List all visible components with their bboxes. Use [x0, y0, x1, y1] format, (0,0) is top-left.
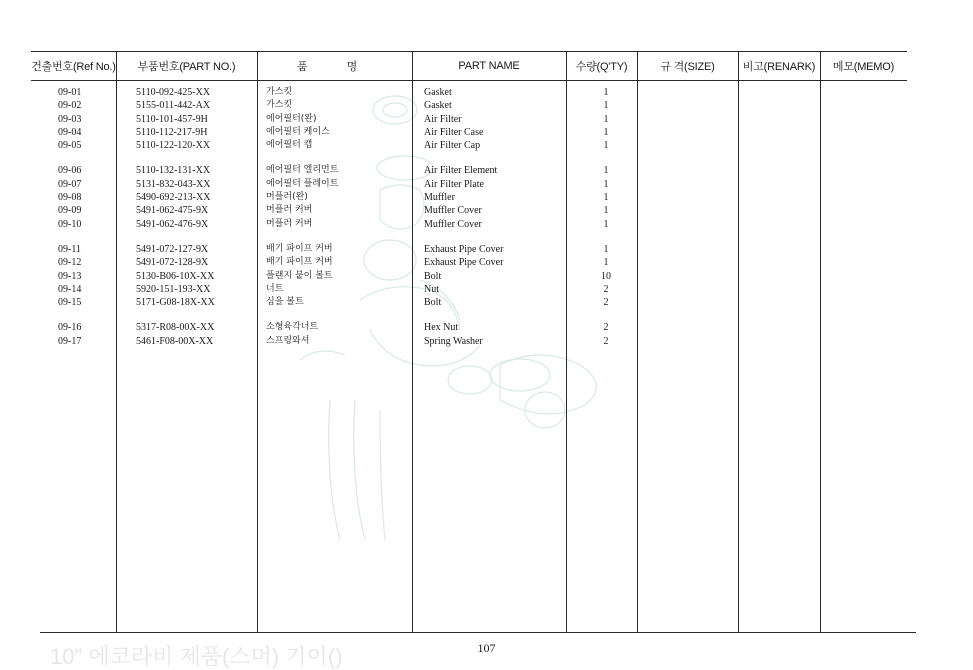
ref-no: 09-07 [58, 178, 82, 190]
quantity: 1 [603, 178, 609, 190]
ref-no: 09-13 [58, 270, 82, 282]
quantity: 1 [603, 243, 609, 255]
part-no: 5155-011-442-AX [136, 100, 211, 112]
quantity: 2 [603, 297, 609, 309]
quantity: 1 [603, 140, 609, 152]
header-korean-name-1: 품 [297, 61, 308, 73]
part-no: 5110-122-120-XX [136, 140, 211, 152]
ref-no: 09-11 [58, 243, 81, 255]
parts-table-body [0, 86, 973, 348]
korean-name: 소형육각너트 [266, 322, 319, 333]
table-row [0, 296, 973, 309]
part-name: Exhaust Pipe Cover [424, 257, 504, 269]
ref-no: 09-02 [58, 100, 82, 112]
part-no: 5110-132-131-XX [136, 165, 211, 177]
korean-name: 스프링와셔 [266, 335, 310, 346]
header-korean-name [257, 52, 412, 80]
ref-no: 09-04 [58, 126, 82, 138]
quantity: 1 [603, 192, 609, 204]
part-no: 5490-692-213-XX [136, 192, 211, 204]
part-name: Muffler [424, 192, 455, 204]
table-row [0, 164, 973, 177]
table-row [0, 86, 973, 99]
korean-name: 에어필터 플레이트 [266, 178, 339, 189]
ref-no: 09-17 [58, 335, 82, 347]
part-no: 5110-101-457-9H [136, 113, 208, 125]
part-name: Air Filter Case [424, 126, 484, 138]
part-name: Air Filter [424, 113, 462, 125]
korean-name: 에어필터 캡 [266, 140, 313, 151]
korean-name: 머플러 커버 [266, 218, 313, 229]
part-no: 5317-R08-00X-XX [136, 322, 215, 334]
row-group-spacer [0, 231, 973, 243]
part-no: 5920-151-193-XX [136, 283, 211, 295]
korean-name: 머플러(완) [266, 192, 308, 203]
part-no: 5491-072-127-9X [136, 243, 209, 255]
quantity: 1 [603, 100, 609, 112]
part-no: 5461-F08-00X-XX [136, 335, 214, 347]
table-row [0, 218, 973, 231]
quantity: 1 [603, 87, 609, 98]
part-name: Gasket [424, 100, 452, 112]
part-name: Gasket [424, 87, 452, 98]
korean-name: 너트 [266, 283, 284, 294]
table-row [0, 191, 973, 204]
part-name: Muffler Cover [424, 218, 482, 230]
part-no: 5491-062-475-9X [136, 205, 209, 217]
header-ref-no: 건출번호(Ref No.) [31, 61, 116, 73]
table-row [0, 256, 973, 269]
part-name: Spring Washer [424, 335, 483, 347]
header-korean-name-2: 명 [346, 61, 357, 73]
part-no: 5130-B06-10X-XX [136, 270, 215, 282]
part-no: 5131-832-043-XX [136, 178, 211, 190]
header-qty: 수량(Q'TY) [575, 61, 628, 73]
table-row [0, 204, 973, 217]
korean-name: 배기 파이프 커버 [266, 257, 333, 268]
part-name: Bolt [424, 297, 442, 309]
header-part-name: PART NAME [458, 60, 520, 72]
part-name: Hex Nut [424, 322, 459, 334]
part-name: Exhaust Pipe Cover [424, 243, 504, 255]
ref-no: 09-09 [58, 205, 82, 217]
table-row [0, 99, 973, 112]
table-bottom-rule [40, 632, 916, 633]
part-no: 5171-G08-18X-XX [136, 297, 215, 309]
row-group-spacer [0, 309, 973, 321]
quantity: 1 [603, 113, 609, 125]
ref-no: 09-06 [58, 165, 82, 177]
ref-no: 09-08 [58, 192, 82, 204]
header-memo: 메모(MEMO) [832, 61, 895, 73]
ref-no: 09-14 [58, 283, 82, 295]
quantity: 2 [603, 335, 609, 347]
page-number: 107 [477, 641, 496, 655]
table-header-rule [31, 80, 907, 81]
header-remark: 비고(RENARK) [742, 61, 816, 73]
quantity: 2 [603, 283, 609, 295]
ref-no: 09-12 [58, 257, 82, 269]
ref-no: 09-15 [58, 297, 82, 309]
ref-no: 09-03 [58, 113, 82, 125]
quantity: 1 [603, 257, 609, 269]
table-row [0, 243, 973, 256]
korean-name: 에어필터 엘리먼트 [266, 165, 339, 176]
part-no: 5491-072-128-9X [136, 257, 209, 269]
quantity: 10 [601, 270, 611, 282]
table-row [0, 126, 973, 139]
table-row [0, 335, 973, 348]
quantity: 1 [603, 165, 609, 177]
part-name: Nut [424, 283, 439, 295]
svg-text:10" 에코라비 제품(스머) 기이(): 10" 에코라비 제품(스머) 기이() [50, 644, 343, 669]
korean-name: 심을 볼트 [266, 297, 304, 308]
part-name: Air Filter Cap [424, 140, 481, 152]
korean-name: 에어필터 케이스 [266, 126, 330, 137]
table-row [0, 270, 973, 283]
part-no: 5110-092-425-XX [136, 87, 211, 98]
korean-name: 배기 파이프 커버 [266, 243, 333, 254]
table-row [0, 321, 973, 334]
header-size: 규 격(SIZE) [660, 61, 715, 73]
korean-name: 가스킷 [266, 87, 293, 97]
korean-name: 머플러 커버 [266, 205, 313, 216]
table-row [0, 283, 973, 296]
row-group-spacer [0, 152, 973, 164]
korean-name: 플랜지 붙이 볼트 [266, 270, 333, 281]
ref-no: 09-05 [58, 140, 82, 152]
part-name: Air Filter Element [424, 165, 498, 177]
ref-no: 09-16 [58, 322, 82, 334]
table-row [0, 113, 973, 126]
header-part-no: 부품번호(PART NO.) [137, 61, 236, 73]
quantity: 2 [603, 322, 609, 334]
table-row [0, 178, 973, 191]
part-no: 5491-062-476-9X [136, 218, 209, 230]
quantity: 1 [603, 205, 609, 217]
korean-name: 가스킷 [266, 100, 293, 111]
korean-name: 에어필터(완) [266, 113, 317, 124]
part-no: 5110-112-217-9H [136, 126, 208, 138]
quantity: 1 [603, 126, 609, 138]
part-name: Air Filter Plate [424, 178, 484, 190]
part-name: Muffler Cover [424, 205, 482, 217]
part-name: Bolt [424, 270, 442, 282]
ref-no: 09-01 [58, 87, 82, 98]
ref-no: 09-10 [58, 218, 82, 230]
table-row [0, 139, 973, 152]
quantity: 1 [603, 218, 609, 230]
